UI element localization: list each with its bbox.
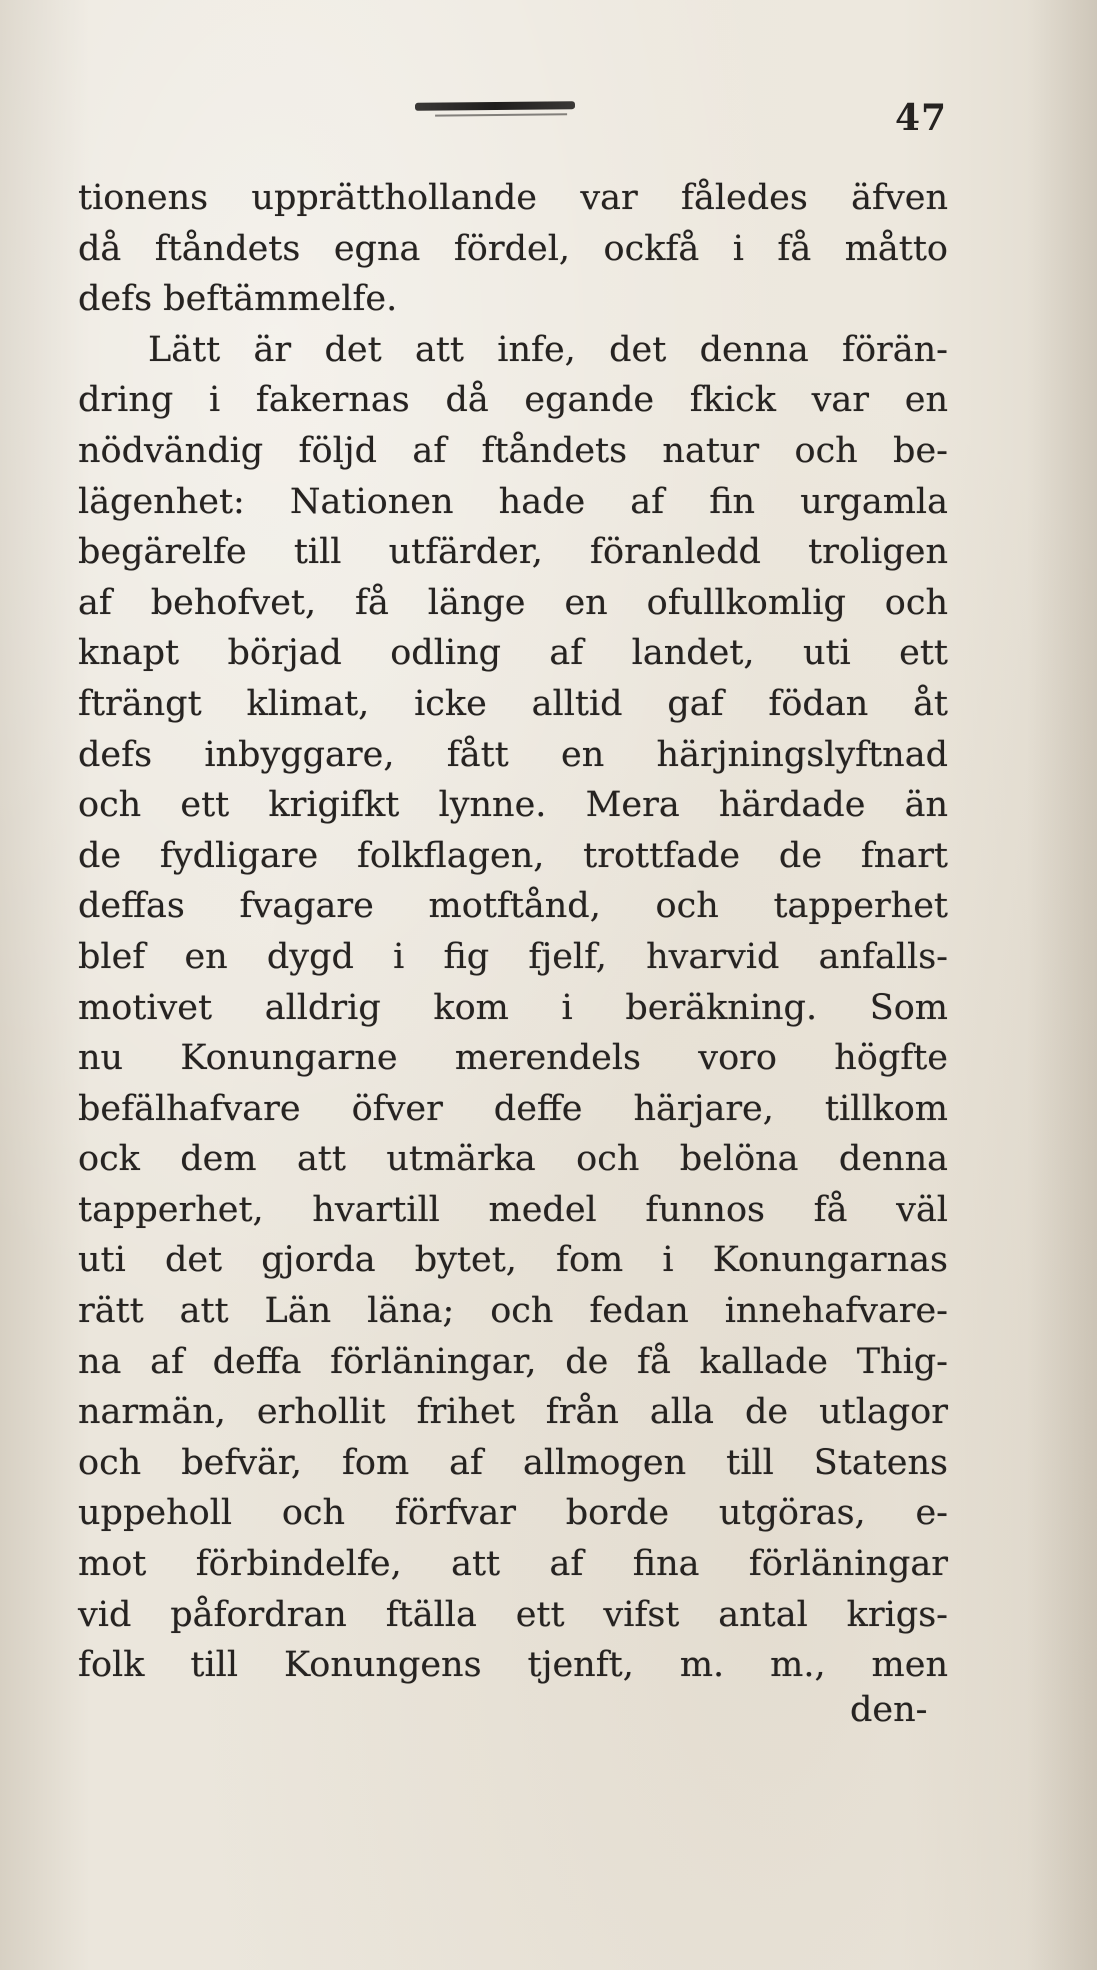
text-line: och befvär, fom af allmogen till Statens: [78, 1442, 948, 1483]
text-line: uppeholl och förfvar borde utgöras, e-: [78, 1493, 948, 1534]
text-line: nödvändig följd af ftåndets natur och be-: [78, 430, 948, 471]
text-line: knapt börjad odling af landet, uti ett: [78, 633, 948, 674]
text-line: ock dem att utmärka och belöna denna: [78, 1139, 948, 1180]
text-line: Lätt är det att infe, det denna förän-: [148, 329, 948, 370]
text-line: och ett krigifkt lynne. Mera härdade än: [78, 785, 948, 826]
text-line: befälhafvare öfver deffe härjare, tillkom: [78, 1088, 948, 1129]
text-line: uti det gjorda bytet, fom i Konungarnas: [78, 1240, 948, 1281]
text-line: vid påfordran ftälla ett vifst antal krigs-: [78, 1594, 948, 1635]
text-line: defs beftämmelfe.: [78, 279, 398, 320]
text-line: dring i fakernas då egande fkick var en: [78, 380, 948, 421]
text-line: nu Konungarne merendels voro högfte: [78, 1038, 948, 1079]
text-line: folk till Konungens tjenft, m. m., men: [78, 1645, 948, 1686]
text-line: na af deffa förläningar, de få kallade Thig-: [78, 1341, 948, 1382]
body-text: [78, 173, 948, 1691]
text-line: fträngt klimat, icke alltid gaf födan åt: [78, 683, 948, 724]
text-line: defs inbyggare, fått en härjningslyftnad: [78, 734, 948, 775]
text-line: narmän, erhollit frihet från alla de utlagor: [78, 1392, 948, 1433]
header-rule: [415, 101, 575, 111]
text-line: mot förbindelfe, att af fina förläningar: [78, 1544, 948, 1585]
page-edge-shadow: [1027, 0, 1097, 1970]
text-line: af behofvet, få länge en ofullkomlig och: [78, 582, 948, 623]
text-line: rätt att Län läna; och fedan innehafvare-: [78, 1291, 948, 1332]
catchword: den-: [850, 1690, 928, 1730]
text-line: tapperhet, hvartill medel funnos få väl: [78, 1189, 948, 1230]
text-line: deffas fvagare motftånd, och tapperhet: [78, 886, 948, 927]
text-line: de fydligare folkflagen, trottfade de fnart: [78, 835, 948, 876]
text-line: begärelfe till utfärder, föranledd troligen: [78, 532, 948, 573]
text-line: tionens upprätthollande var fåledes äfven: [78, 178, 948, 218]
text-line: lägenhet: Nationen hade af fin urgamla: [78, 481, 948, 522]
page-number: 47: [895, 97, 948, 139]
text-line: motivet alldrig kom i beräkning. Som: [78, 987, 948, 1028]
text-line: blef en dygd i fig fjelf, hvarvid anfalls-: [78, 936, 948, 977]
text-line: då ftåndets egna fördel, ockfå i få måtto: [78, 228, 948, 269]
